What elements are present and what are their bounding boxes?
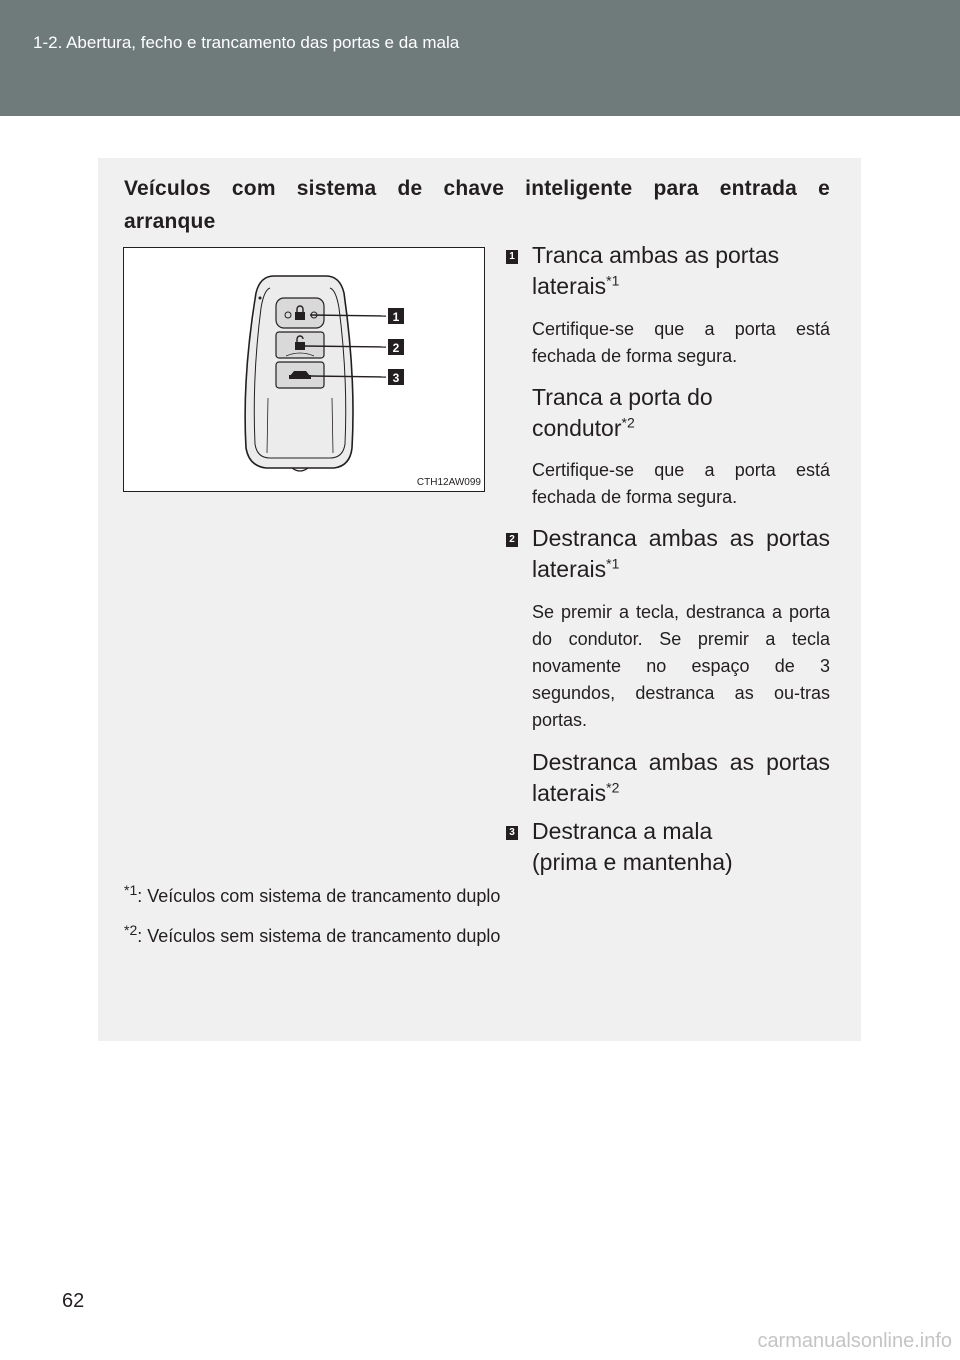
figure-code: CTH12AW099 <box>416 477 481 488</box>
item-badge-1: 1 <box>506 250 518 264</box>
svg-text:2: 2 <box>392 341 400 355</box>
section-title-line2: arranque <box>124 210 216 233</box>
item-1b-note: Certifique-se que a porta está fechada de forma segura. <box>532 460 830 507</box>
page-number: 62 <box>62 1290 85 1312</box>
footnote-2 <box>124 922 501 947</box>
header-title: 1-2. Abertura, fecho e trancamento das portas e da mala <box>33 33 460 52</box>
footnote-2-mark: *2 <box>124 922 138 938</box>
footnote-2-text: : Veículos sem sistema de trancamento duplo <box>137 926 501 946</box>
item-1b-heading-line1: Tranca a porta do <box>532 384 713 410</box>
item-1b-heading <box>532 382 830 444</box>
item-1-heading-sup: *1 <box>606 272 620 289</box>
svg-text:3: 3 <box>392 371 400 385</box>
item-2-note: Se premir a tecla, destranca a porta do condutor. Se premir a tecla novamente no espaço de 3 segundos, destranca as ou-tras portas. <box>532 602 830 730</box>
item-3-heading <box>532 816 830 878</box>
item-2-heading <box>532 523 830 585</box>
callout-1 <box>388 308 404 324</box>
item-2b-heading <box>532 747 830 809</box>
item-2-heading-sup: *1 <box>606 555 620 572</box>
item-2b-heading-line2: laterais <box>532 780 607 806</box>
item-3-heading-line2: (prima e mantenha) <box>532 849 733 875</box>
item-1b-heading-sup: *2 <box>621 414 635 431</box>
item-2b-heading-line1: Destranca ambas as portas <box>532 749 830 775</box>
section-title-line1: Veículos com sistema de chave inteligente para entrada e <box>124 177 830 200</box>
callout-2 <box>388 339 404 355</box>
header-bar <box>0 0 960 116</box>
smart-key-illustration <box>124 248 484 491</box>
watermark[interactable]: carmanualsonline.info <box>757 1330 952 1352</box>
footnote-1-mark: *1 <box>124 882 138 898</box>
item-1-note: Certifique-se que a porta está fechada de forma segura. <box>532 319 830 366</box>
item-2-heading-line2: laterais <box>532 556 607 582</box>
item-2b-heading-sup: *2 <box>606 779 620 796</box>
footnote-1 <box>124 882 501 907</box>
section-title <box>124 172 830 238</box>
item-1b-heading-line2: condutor <box>532 415 622 441</box>
svg-text:1: 1 <box>392 310 400 324</box>
smart-key-figure <box>123 247 485 492</box>
callout-3 <box>388 369 404 385</box>
item-2-heading-line1: Destranca ambas as portas <box>532 525 830 551</box>
item-1-heading-line1: Tranca ambas as portas <box>532 242 780 268</box>
item-badge-2: 2 <box>506 533 518 547</box>
footnote-1-text: : Veículos com sistema de trancamento duplo <box>137 886 501 906</box>
item-1-heading <box>532 240 830 302</box>
item-3-heading-line1: Destranca a mala <box>532 818 713 844</box>
item-badge-3: 3 <box>506 826 518 840</box>
item-1-heading-line2: laterais <box>532 273 607 299</box>
